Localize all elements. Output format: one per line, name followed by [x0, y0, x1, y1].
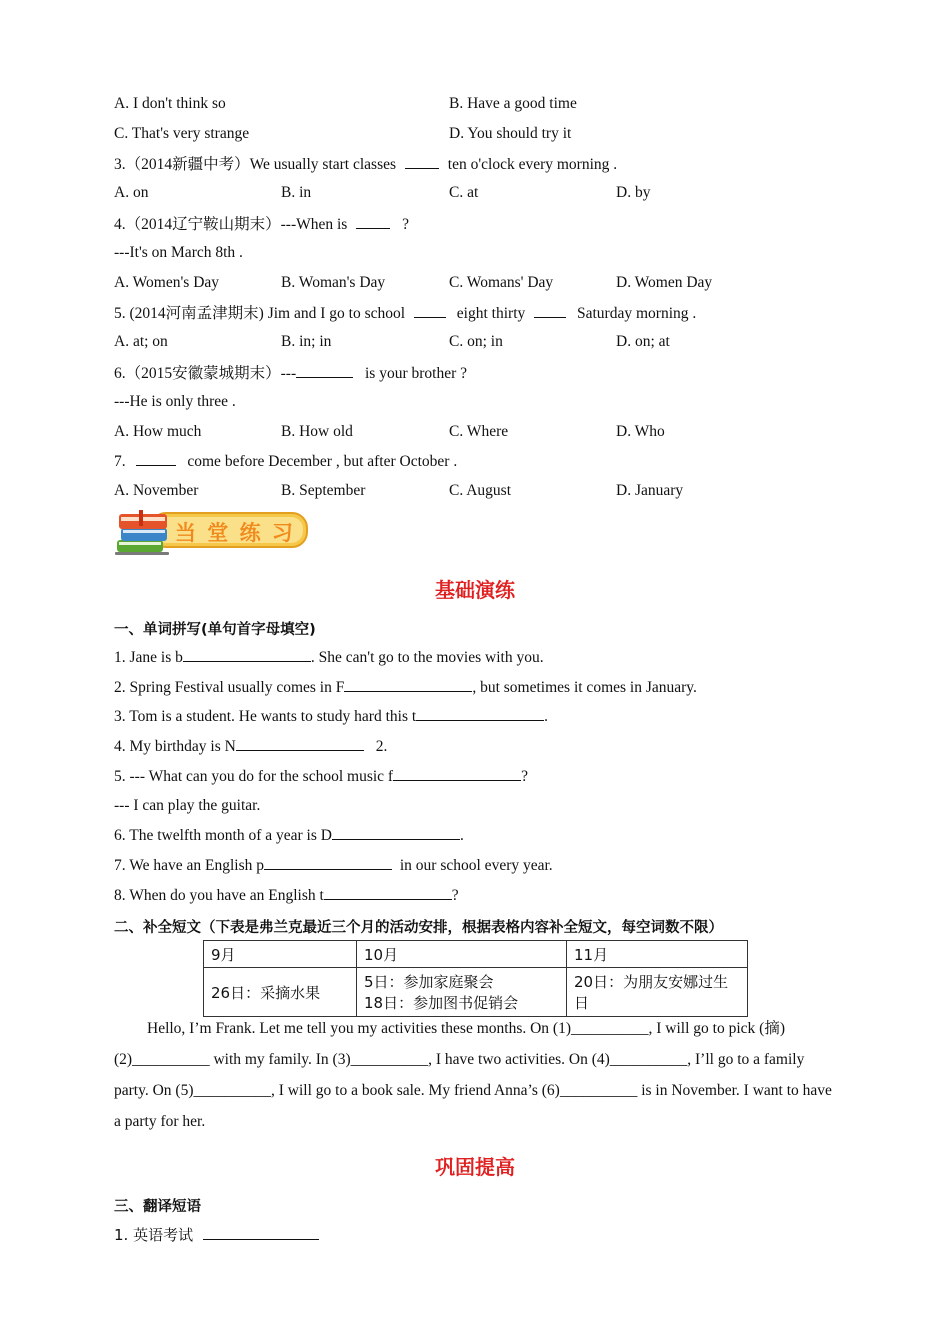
item-text: 2. Spring Festival usually comes in F: [114, 679, 345, 696]
q3-blank[interactable]: [405, 154, 439, 169]
q7-prefix: 7.: [114, 453, 126, 470]
q4-option-c[interactable]: C. Womans' Day: [449, 274, 554, 291]
q4-option-d[interactable]: D. Women Day: [616, 274, 713, 291]
table-cell-november: 20日：为朋友安娜过生日: [567, 968, 748, 1017]
table-cell-september: 26日：采摘水果: [204, 968, 357, 1017]
item-text: 3. Tom is a student. He wants to study hard this t: [114, 708, 417, 725]
heading-consolidation: 巩固提高: [435, 1155, 515, 1179]
q6-option-a[interactable]: A. How much: [114, 423, 202, 440]
schedule-table: [203, 940, 748, 1017]
q6-option-d[interactable]: D. Who: [616, 423, 665, 440]
table-cell-october: [357, 968, 567, 1017]
item-text: .: [459, 827, 464, 844]
item-text: 1. Jane is b: [114, 649, 183, 666]
q2-option-a[interactable]: A. I don't think so: [114, 95, 226, 112]
item-text: .: [544, 708, 549, 725]
spelling-item-5: [114, 766, 528, 787]
table-header-october: 10月: [357, 941, 567, 968]
spelling-blank-7[interactable]: [264, 855, 392, 870]
q7-option-d[interactable]: D. January: [616, 482, 684, 499]
q6-option-c[interactable]: C. Where: [449, 423, 509, 440]
october-item-1: 5日：参加家庭聚会: [364, 973, 494, 991]
spelling-blank-2[interactable]: [344, 677, 472, 692]
table-row: [204, 968, 748, 1017]
spelling-item-1: [114, 647, 544, 668]
q7-option-c[interactable]: C. August: [449, 482, 512, 499]
q6-blank[interactable]: [296, 363, 353, 378]
q3-prefix: 3.（2014新疆中考）We usually start classes: [114, 156, 397, 173]
q5-option-c[interactable]: C. on; in: [449, 333, 503, 350]
q7-option-b[interactable]: B. September: [281, 482, 366, 499]
spelling-item-4: [114, 736, 387, 757]
table-header-november: 11月: [567, 941, 748, 968]
q5-middle: eight thirty: [456, 305, 526, 322]
item-text: ?: [521, 768, 528, 785]
spelling-item-7: [114, 855, 553, 876]
q5-option-a[interactable]: A. at; on: [114, 333, 168, 350]
q3-option-d[interactable]: D. by: [616, 184, 651, 201]
item-text: 8. When do you have an English t: [114, 887, 324, 904]
spelling-item-3: [114, 706, 548, 727]
spelling-blank-3[interactable]: [416, 706, 544, 721]
item-text: , but sometimes it comes in January.: [472, 679, 697, 696]
banner-label: 当 堂 练 习: [175, 521, 295, 545]
question-3: [114, 154, 617, 175]
spelling-item-5-answer: --- I can play the guitar.: [114, 797, 261, 814]
spelling-blank-4[interactable]: [236, 736, 364, 751]
q4-prefix: 4.（2014辽宁鞍山期末）---When is: [114, 216, 348, 233]
item-text: 5. --- What can you do for the school music f: [114, 768, 394, 785]
q5-option-d[interactable]: D. on; at: [616, 333, 670, 350]
spelling-blank-5[interactable]: [393, 766, 521, 781]
q7-blank[interactable]: [136, 451, 176, 466]
item-text: ?: [451, 887, 459, 904]
q5-option-b[interactable]: B. in; in: [281, 333, 332, 350]
q5-blank-2[interactable]: [534, 303, 566, 318]
item-text: 2.: [371, 738, 388, 755]
table-header-september: 9月: [204, 941, 357, 968]
q3-option-b[interactable]: B. in: [281, 184, 312, 201]
q2-option-b[interactable]: B. Have a good time: [449, 95, 577, 112]
q7-suffix: come before December , but after October .: [187, 453, 458, 470]
q2-option-c[interactable]: C. That's very strange: [114, 125, 250, 142]
q6-suffix: is your brother ?: [365, 365, 468, 382]
question-4: [114, 214, 409, 235]
spelling-blank-6[interactable]: [332, 825, 460, 840]
spelling-item-6: [114, 825, 464, 846]
table-header-row: [204, 941, 748, 968]
q6-prefix: 6.（2015安徽蒙城期末）---: [114, 365, 297, 382]
q5-suffix: Saturday morning .: [577, 305, 697, 322]
spelling-item-8: [114, 885, 459, 906]
spelling-blank-8[interactable]: [324, 885, 452, 900]
q4-blank[interactable]: [356, 214, 390, 229]
q4-option-a[interactable]: A. Women's Day: [114, 274, 220, 291]
question-5: [114, 303, 696, 324]
item-text: . She can't go to the movies with you.: [310, 649, 544, 666]
translation-blank-1[interactable]: [203, 1225, 319, 1240]
q2-option-d[interactable]: D. You should try it: [449, 125, 572, 142]
item-text: in our school every year.: [396, 857, 553, 874]
q6-option-b[interactable]: B. How old: [281, 423, 353, 440]
q3-option-c[interactable]: C. at: [449, 184, 479, 201]
spelling-blank-1[interactable]: [183, 647, 311, 662]
q6-answer-line: ---He is only three .: [114, 393, 236, 410]
item-text: 7. We have an English p: [114, 857, 264, 874]
section-3-title: 三、翻译短语: [114, 1199, 201, 1215]
q4-suffix: ?: [402, 216, 409, 233]
section-2-title: 二、补全短文（下表是弗兰克最近三个月的活动安排，根据表格内容补全短文，每空词数不限）: [114, 920, 723, 936]
spelling-item-2: [114, 677, 697, 698]
cloze-passage: Hello, I’m Frank. Let me tell you my activities these months. On (1)__________, I will go to pick (摘) (2)__________ with my family. In (3)__________, I have two activities. On (4)__________, I’ll go to a family party. On (5)__________, I will go to a book sale. My friend Anna’s (6)__________ is in November. I want to have a party for her.: [114, 1020, 832, 1130]
question-7: [114, 451, 457, 472]
q4-option-b[interactable]: B. Woman's Day: [281, 274, 386, 291]
heading-basic-practice: 基础演练: [435, 578, 515, 602]
q7-option-a[interactable]: A. November: [114, 482, 199, 499]
practice-banner: [113, 508, 311, 558]
item-text: 4. My birthday is N: [114, 738, 236, 755]
item-text: 6. The twelfth month of a year is D: [114, 827, 332, 844]
translation-item-1: [114, 1225, 319, 1246]
october-item-2: 18日：参加图书促销会: [364, 994, 519, 1012]
section-1-title: 一、单词拼写(单句首字母填空): [114, 622, 316, 638]
translation-item-1-label: 1. 英语考试: [114, 1226, 194, 1244]
q3-option-a[interactable]: A. on: [114, 184, 149, 201]
q3-suffix: ten o'clock every morning .: [447, 156, 618, 173]
q4-answer-line: ---It's on March 8th .: [114, 244, 243, 261]
q5-blank-1[interactable]: [414, 303, 446, 318]
question-6: [114, 363, 467, 384]
q5-prefix: 5. (2014河南孟津期末) Jim and I go to school: [114, 305, 406, 322]
